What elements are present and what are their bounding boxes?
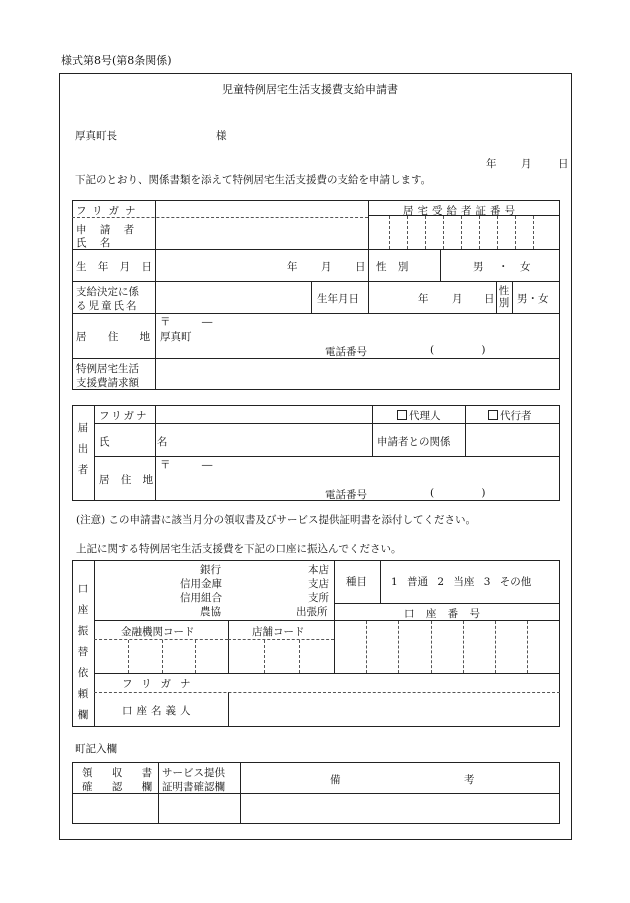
notifier-name-label: 氏 名	[99, 436, 190, 448]
proxy-checkbox[interactable]	[397, 410, 407, 420]
child-dob-month: 月	[452, 293, 463, 305]
branch-type-0: 本店	[308, 564, 329, 576]
child-dob-day: 日	[484, 293, 495, 305]
notifier-furigana-label: フリガナ	[99, 410, 149, 422]
phone-label: 電話番号	[325, 346, 367, 358]
branch-code-label: 店舗コード	[252, 626, 305, 638]
child-name-label-2: る児童氏名	[76, 300, 139, 312]
branch-type-2: 支所	[308, 592, 329, 604]
branch-type-3: 出張所	[296, 606, 328, 618]
dob-month: 月	[321, 261, 332, 273]
child-sex-value: 男・女	[517, 293, 549, 305]
attachment-note: (注意) この申請書に該当月分の領収書及びサービス提供証明書を添付してください。	[76, 514, 477, 526]
child-name-label-1: 支給決定に係	[76, 286, 139, 298]
account-kind-label: 種目	[346, 576, 367, 588]
date-year: 年	[486, 158, 497, 170]
notifier-phone-label: 電話番号	[325, 489, 367, 501]
bank-side-label: 口座振替依頼欄	[77, 583, 89, 721]
sex-label: 性 別	[376, 261, 413, 273]
date-day: 日	[558, 158, 569, 170]
notifier-postal: 〒 ―	[160, 459, 213, 471]
bank-type-0: 銀行	[200, 564, 221, 576]
bank-type-3: 農協	[200, 606, 221, 618]
town-prefix: 厚真町	[160, 331, 192, 343]
phone-parens: ( )	[430, 344, 486, 356]
address-label: 居 住 地	[76, 331, 160, 343]
date-month: 月	[521, 158, 532, 170]
bank-type-2: 信用組合	[180, 592, 222, 604]
account-kind-options: 1 普通 2 当座 3 その他	[391, 576, 532, 588]
remarks-label: 備 考	[330, 774, 475, 786]
notifier-side-label: 届出者	[77, 422, 89, 476]
child-sex-label: 性別	[498, 285, 510, 309]
institution-code-label: 金融機関コード	[121, 626, 195, 638]
account-holder-label: 口座名義人	[122, 705, 195, 717]
postal-code: 〒 ―	[160, 316, 213, 328]
proxy-option[interactable]	[397, 408, 441, 423]
claim-label-1: 特例居宅生活	[76, 363, 139, 375]
intro-text: 下記のとおり、関係書類を添えて特例居宅生活支援費の支給を申請します。	[75, 174, 432, 186]
sex-male: 男	[473, 261, 484, 273]
branch-type-1: 支店	[308, 578, 329, 590]
claim-label-2: 支援費請求額	[76, 377, 139, 389]
applicant-name-label-2: 氏 名	[76, 237, 116, 249]
bank-type-1: 信用金庫	[180, 578, 222, 590]
service-cert-label-2: 証明書確認欄	[162, 781, 225, 793]
service-cert-label-1: サービス提供	[162, 767, 225, 779]
proxy-label: 代理人	[409, 410, 441, 422]
relation-label: 申請者との関係	[377, 436, 451, 448]
agent-option[interactable]	[488, 408, 532, 423]
sex-female: 女	[520, 261, 531, 273]
transfer-request-text: 上記に関する特例居宅生活支援費を下記の口座に振込んでください。	[76, 543, 402, 555]
applicant-furigana-label: フリガナ	[76, 205, 142, 217]
dob-day: 日	[355, 261, 366, 273]
applicant-name-label-1: 申 請 者	[76, 224, 140, 236]
receipt-check-label-1: 領 収 書	[82, 767, 161, 779]
notifier-address-label: 居 住 地	[99, 474, 158, 486]
dob-label: 生 年 月 日	[76, 261, 157, 273]
account-number-label: 口 座 番 号	[404, 608, 481, 620]
receipt-check-label-2: 確 認 欄	[82, 781, 161, 793]
agent-checkbox[interactable]	[488, 410, 498, 420]
form-title: 児童特例居宅生活支援費支給申請書	[222, 83, 398, 96]
dob-year: 年	[287, 261, 298, 273]
agent-label: 代行者	[500, 410, 532, 422]
addressee: 厚真町長	[75, 130, 117, 142]
child-dob-year: 年	[418, 293, 429, 305]
notifier-phone-parens: ( )	[430, 487, 486, 499]
holder-furigana-label: フリガナ	[122, 678, 200, 690]
form-number: 様式第8号(第8条関係)	[61, 54, 172, 67]
certificate-number-header: 居宅受給者証番号	[403, 205, 519, 217]
child-dob-label: 生年月日	[317, 293, 359, 305]
addressee-sama: 様	[216, 130, 227, 142]
town-section-heading: 町記入欄	[75, 743, 117, 755]
sex-dot: ・	[498, 261, 509, 273]
